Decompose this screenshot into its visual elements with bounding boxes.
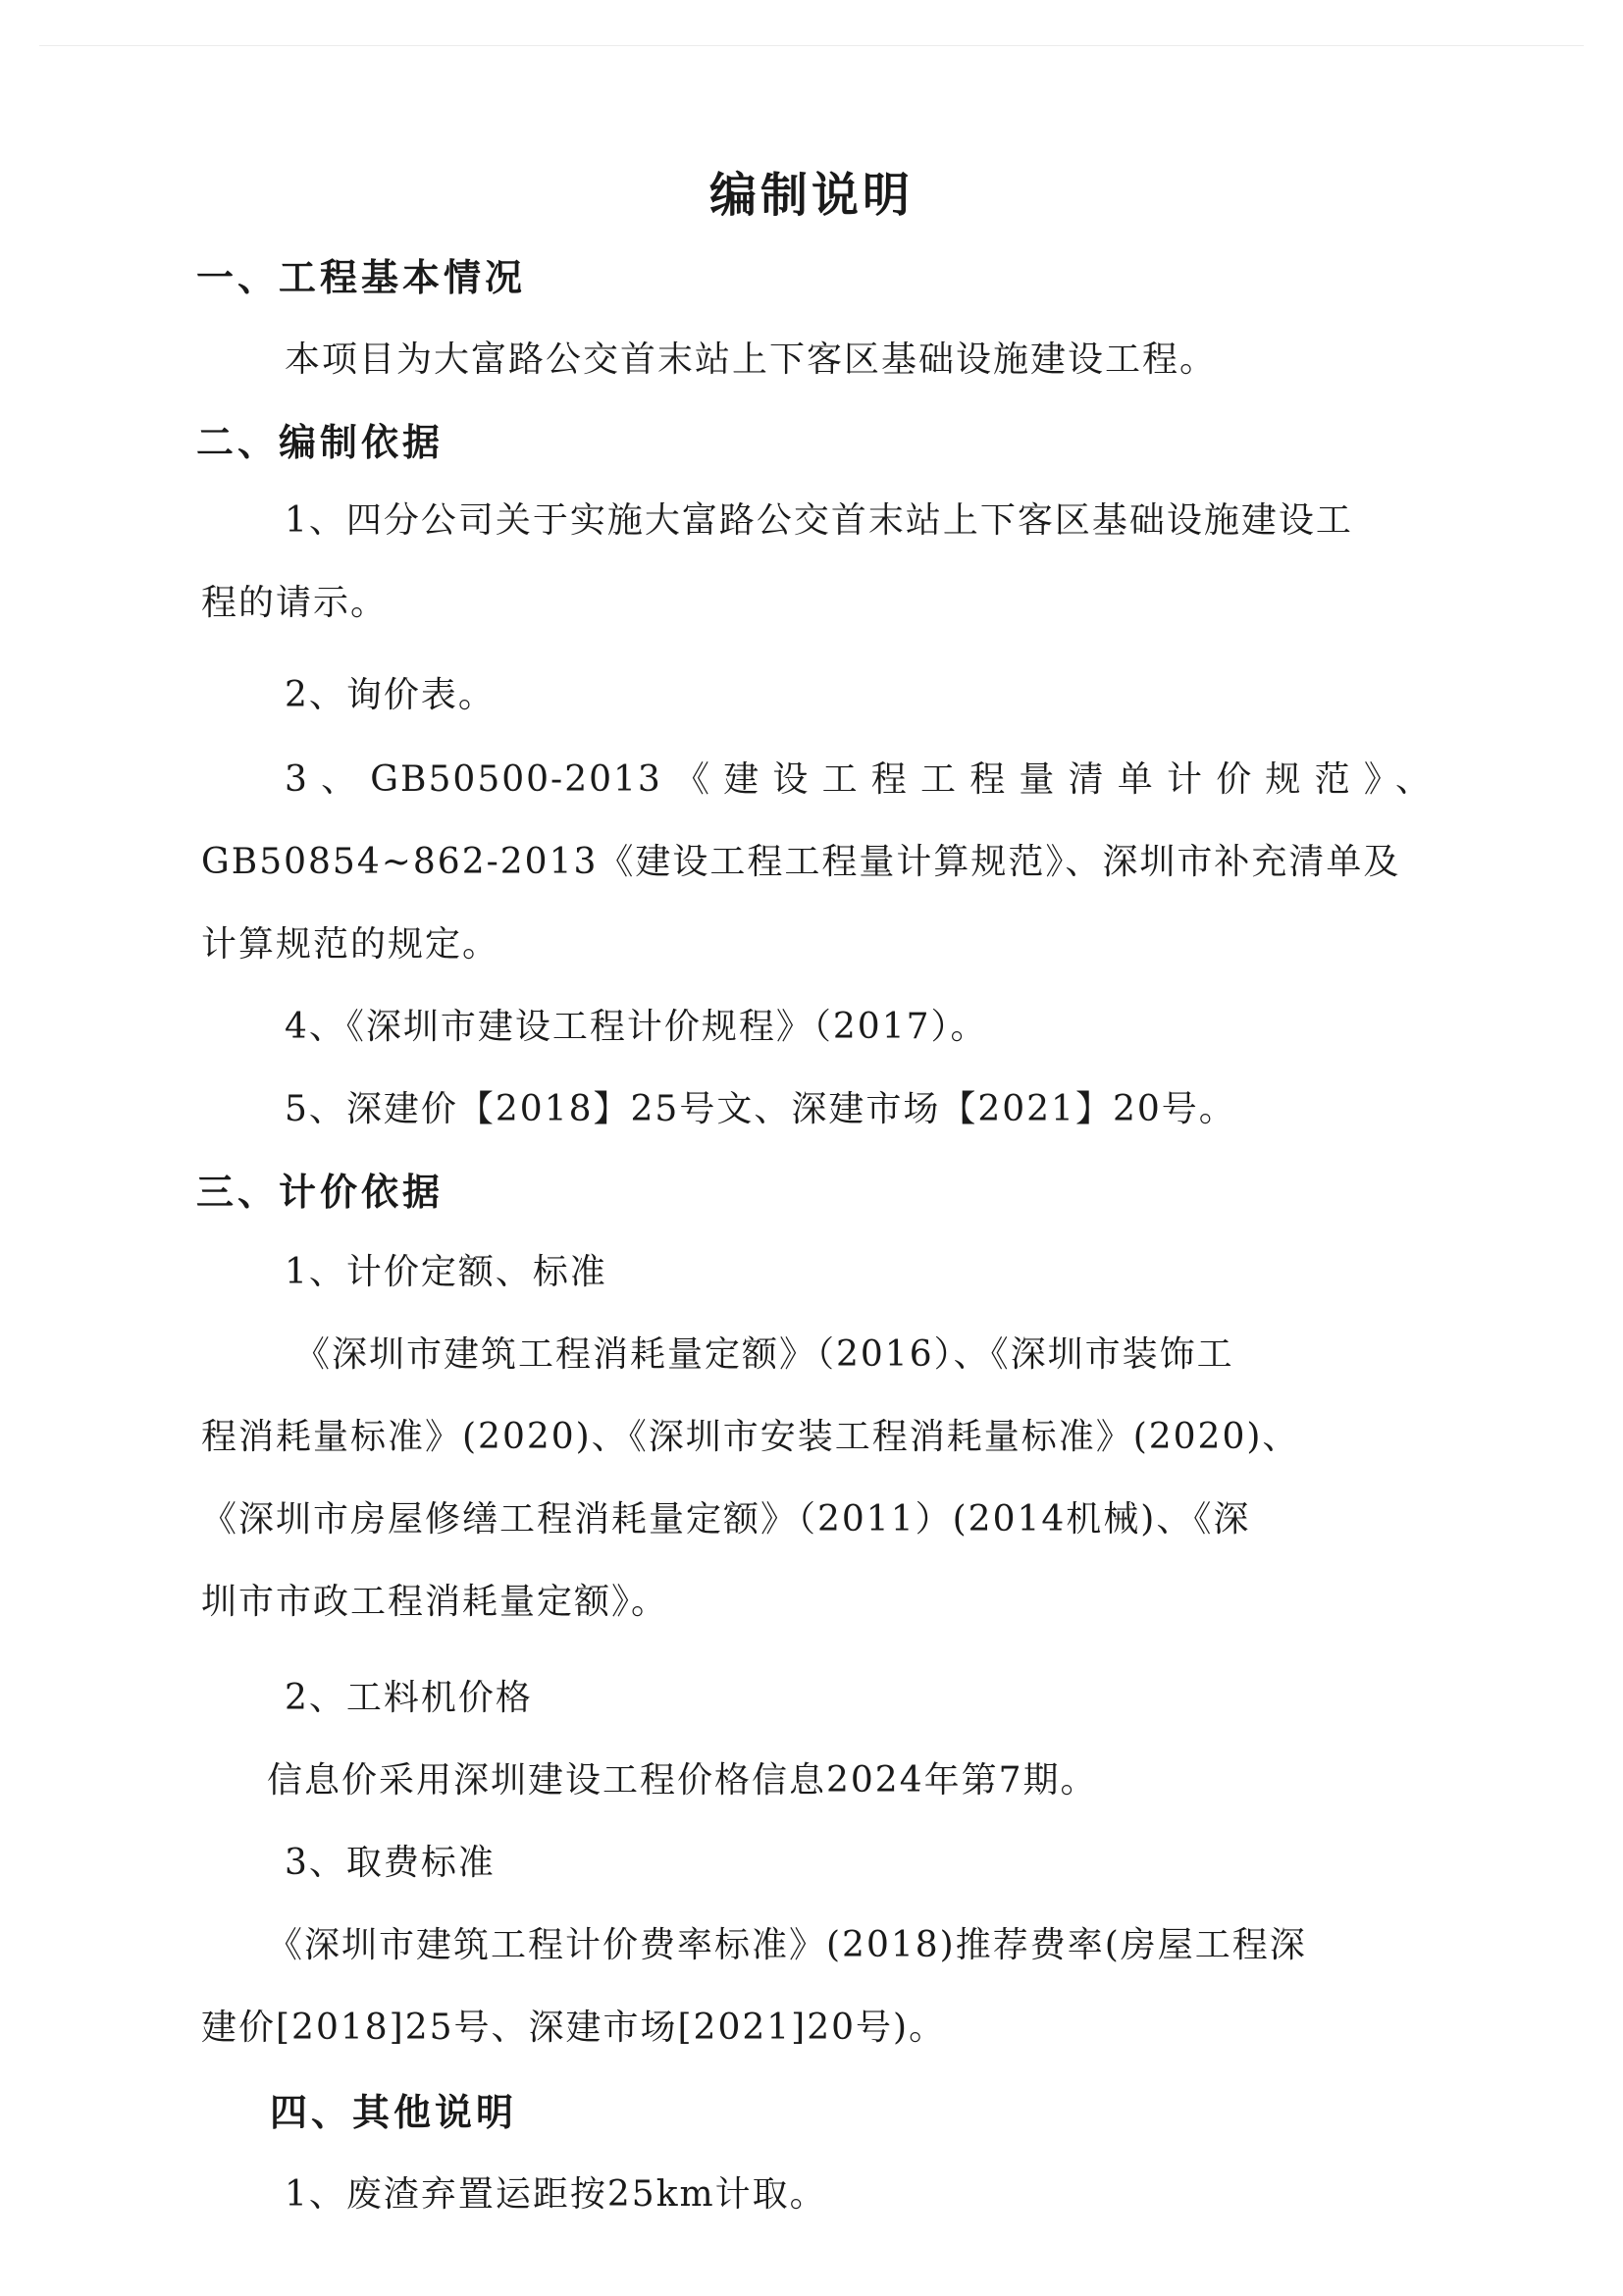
basis-item-3-line-2: GB50854~862-2013《建设工程工程量计算规范》、深圳市补充清单及	[201, 842, 1401, 882]
basis-item-5: 5、深建价【2018】25号文、深建市场【2021】20号。	[285, 1089, 1236, 1129]
pricing-sub-2-title: 2、工料机价格	[285, 1678, 533, 1718]
pricing-sub-3-line-2: 建价[2018]25号、深建市场[2021]20号)。	[201, 2008, 947, 2048]
section-heading-pricing-basis: 三、计价依据	[196, 1171, 445, 1214]
pricing-sub-1-line-3: 《深圳市房屋修缮工程消耗量定额》（2011）(2014机械)、《深	[201, 1499, 1251, 1539]
basis-item-3-line-1: 3、GB50500-2013《建设工程工程量清单计价规范》、	[285, 759, 1433, 800]
pricing-sub-2-body: 信息价采用深圳建设工程价格信息2024年第7期。	[267, 1760, 1098, 1800]
page-title: 编制说明	[708, 168, 914, 223]
section-heading-other-notes: 四、其他说明	[270, 2091, 518, 2134]
basis-item-4: 4、《深圳市建设工程计价规程》（2017）。	[285, 1007, 988, 1047]
basis-item-1-line-1: 1、四分公司关于实施大富路公交首末站上下客区基础设施建设工	[285, 500, 1353, 541]
section-heading-basis: 二、编制依据	[196, 421, 445, 464]
other-note-1: 1、废渣弃置运距按25km计取。	[285, 2174, 827, 2215]
paragraph-project-description: 本项目为大富路公交首末站上下客区基础设施建设工程。	[285, 339, 1218, 380]
pricing-sub-1-line-1: 《深圳市建筑工程消耗量定额》（2016）、《深圳市装饰工	[294, 1334, 1234, 1375]
basis-item-3-line-3: 计算规范的规定。	[201, 924, 500, 965]
pricing-sub-1-title: 1、计价定额、标准	[285, 1252, 607, 1292]
section-heading-basic-info: 一、工程基本情况	[196, 256, 527, 299]
pricing-sub-3-line-1: 《深圳市建筑工程计价费率标准》(2018)推荐费率(房屋工程深	[267, 1925, 1307, 1965]
pricing-sub-1-line-4: 圳市市政工程消耗量定额》。	[201, 1582, 669, 1622]
pricing-sub-3-title: 3、取费标准	[285, 1843, 496, 1883]
basis-item-2: 2、询价表。	[285, 675, 496, 715]
scan-edge-line	[39, 45, 1584, 46]
pricing-sub-1-line-2: 程消耗量标准》(2020)、《深圳市安装工程消耗量标准》(2020)、	[201, 1417, 1300, 1457]
basis-item-1-line-2: 程的请示。	[201, 583, 389, 623]
